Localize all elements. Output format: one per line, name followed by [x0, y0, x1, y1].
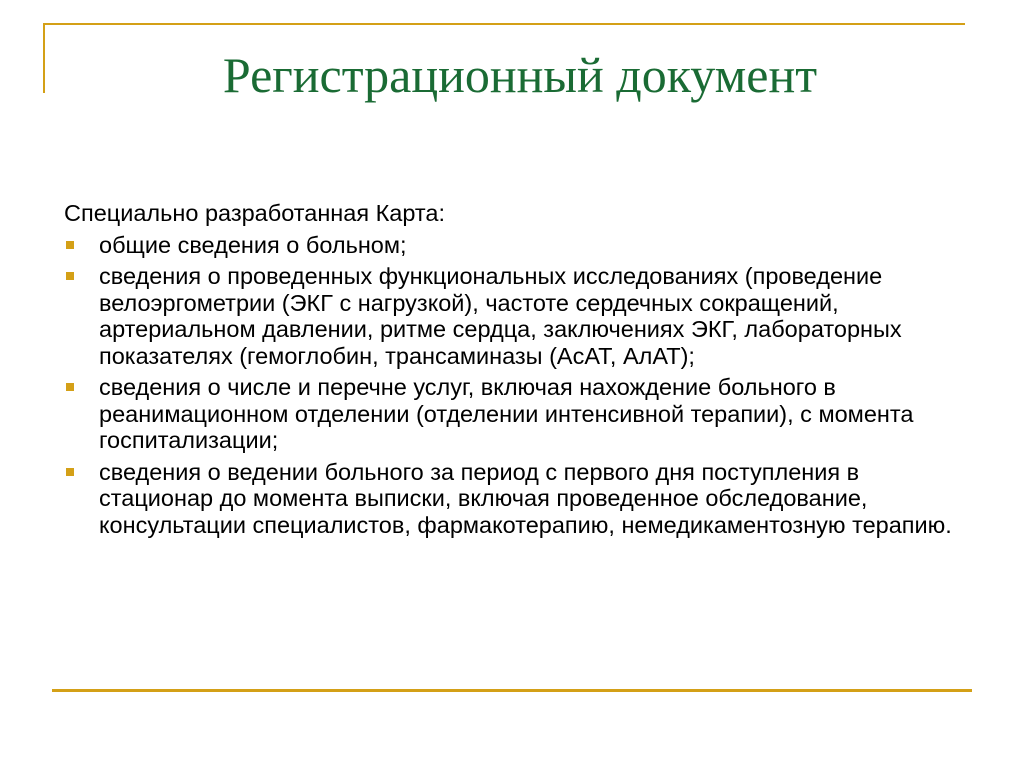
- list-item: [64, 459, 964, 539]
- square-bullet-icon: [66, 383, 74, 391]
- square-bullet-icon: [66, 272, 74, 280]
- square-bullet-icon: [66, 241, 74, 249]
- list-item-text: сведения о числе и перечне услуг, включая нахождение больного в реанимационном отделении (отделении интенсивной терапии), с момента госпитализации;: [99, 374, 914, 453]
- list-item-text: сведения о проведенных функциональных исследованиях (проведение велоэргометрии (ЭКГ с нагрузкой), частоте сердечных сокращений, артериальном давлении, ритме сердца, заключениях ЭКГ, лабораторных показателях (гемоглобин, трансаминазы (АсАТ, АлАТ);: [99, 263, 902, 369]
- intro-text: Специально разработанная Карта:: [64, 200, 446, 226]
- list-item: [64, 374, 964, 454]
- frame-bottom-line: [52, 689, 972, 692]
- slide-body: [64, 200, 964, 543]
- square-bullet-icon: [66, 468, 74, 476]
- slide-title: Регистрационный документ: [222, 47, 818, 103]
- list-item-text: сведения о ведении больного за период с первого дня поступления в стационар до момента выписки, включая проведенное обследование, консультации специалистов, фармакотерапию, немедикаментозную терапию.: [99, 458, 952, 538]
- frame-top-line: [43, 23, 965, 25]
- list-item: [64, 263, 964, 369]
- bullet-list: [64, 232, 964, 539]
- list-item: [64, 232, 964, 259]
- list-item-text: общие сведения о больном;: [99, 231, 407, 258]
- frame-left-line: [43, 23, 45, 93]
